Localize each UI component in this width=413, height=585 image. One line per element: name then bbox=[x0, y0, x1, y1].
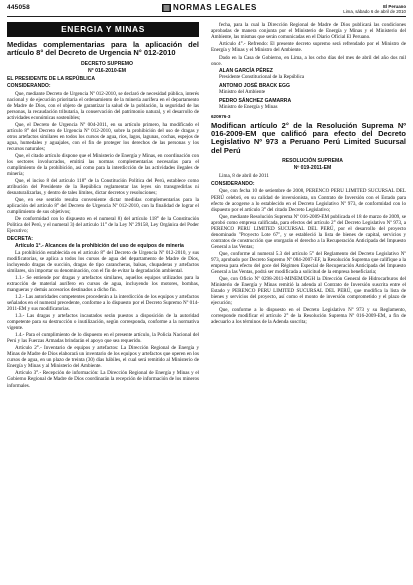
signatory-role: Presidente Constitucional de la República bbox=[219, 74, 305, 81]
resolution-number: Nº 019-2011-EM bbox=[293, 164, 332, 171]
paragraph: 1.1.- Se entiende por dragas y artefactos similares, aquellos equipos utilizados para la extracción de material aurífero en cursos de agua, incluyendo los motores, bombas, mangueras y demás accesorios destinados a dicho fin. bbox=[7, 275, 199, 294]
right-column bbox=[211, 22, 406, 326]
decree-label: DECRETO SUPREMO bbox=[81, 60, 133, 67]
paragraph: Que, con fecha 10 de setiembre de 2008, PERENCO PERU LIMITED SUCURSAL DEL PERÚ celebró, en su calidad de inversionista, un Contrato de Inversión con el Estado para efecto de acogerse a lo establecido en el Decreto Legislativo Nº 973, de conformidad con lo dispuesto por el artículo 3° del citado Decreto Legislativo; bbox=[211, 188, 406, 213]
resolution-date: Lima, 8 de abril de 2011 bbox=[219, 172, 269, 179]
legal-basis: De conformidad con lo dispuesto en el numeral 8) del artículo 118° de la Constitución Política del Perú, y el numeral 3) del artículo 11° de la Ley Nº 29158, Ley Orgánica del Poder Ejecutivo; bbox=[7, 216, 199, 235]
issue-date: Lima, sábado 6 de abril de 2010 bbox=[343, 9, 406, 14]
paragraph: Que, mediante Decreto de Urgencia Nº 012-2010, se declaró de necesidad pública, interés nacional y de ejecución prioritaria el ordenamiento de la minería aurífera en el departamento de Madre de Dios, con el objeto de garantizar la salud de la población, la seguridad de las personas, la recaudación tributaria, la conservación del patrimonio natural, y el desarrollo de actividades económicas sostenibles; bbox=[7, 90, 199, 121]
paragraph: Que, conforme al numeral 5.3 del artículo 5° del Reglamento del Decreto Legislativo Nº 973, aprobado por Decreto Supremo Nº 084-2007-EF, la Resolución Suprema que califique a la empresa para efecto del goce del Régimen Especial de Recuperación Anticipada del Impuesto General a las Ventas, podrá ser modificada a solicitud de la empresa beneficiaria; bbox=[211, 250, 406, 275]
brand-text: NORMAS LEGALES bbox=[173, 3, 257, 12]
page-header bbox=[7, 4, 406, 17]
article-heading: Artículo 1°.- Alcances de la prohibición del uso de equipos de minería bbox=[15, 243, 184, 250]
page-number: 445058 bbox=[7, 4, 30, 11]
article-title: Medidas complementarias para la aplicación del artículo 8° del Decreto de Urgencia N° 012-2010 bbox=[7, 40, 199, 58]
decree-number: N° 016-2010-EM bbox=[88, 67, 126, 74]
document-code: 620976-3 bbox=[211, 113, 231, 119]
newspaper-brand bbox=[162, 3, 257, 12]
paragraph: La prohibición establecida en el artículo 8° del Decreto de Urgencia Nº 012-2010, y sus modificatorias, se aplica a todos los cursos de agua del departamento de Madre de Dios, incluyendo dragas de succión, dragas de tipo carancheras, balsas, chupaderas y artefactos similares, sin importar su denominación, con el fin de evitar la degradación ambiental. bbox=[7, 250, 199, 275]
paragraph: Que, mediante Resolución Suprema Nº 016-2009-EM publicada el 18 de marzo de 2009, se aprobó como empresa calificada, para efectos del artículo 2° del Decreto Legislativo Nº 973, a PERENCO PERU LIMITED SUCURSAL DEL PERÚ, por el desarrollo del proyecto denominado "Proyecto Lote 67", y se estableció la lista de bienes de capital, servicios y contratos de construcción que otorgarán el derecho a la Recuperación Anticipada del Impuesto General a las Ventas; bbox=[211, 213, 406, 250]
resolution-label: RESOLUCIÓN SUPREMA bbox=[282, 157, 343, 164]
paragraph: 1.2.- Las autoridades competentes procederán a la interdicción de los equipos y artefactos señalados en el numeral precedente, conforme a lo dispuesto por el Decreto Supremo Nº 014-2011-EM y sus modificatorias. bbox=[7, 294, 199, 313]
closing-line: Dado en la Casa de Gobierno, en Lima, a los ocho días del mes de abril del año dos mil once. bbox=[211, 55, 406, 68]
signatory-role: Ministro del Ambiente bbox=[219, 88, 266, 95]
resolution-title: Modifican artículo 2° de la Resolución Suprema Nº 016-2009-EM que calificó para efecto del Decreto Legislativo Nº 973 a Peruano Perú Limited Sucursal del Perú bbox=[211, 120, 406, 155]
left-column bbox=[7, 22, 199, 389]
paragraph: 1.3.- Las dragas y artefactos incautados serán puestos a disposición de la autoridad competente para su destrucción o inutilización, según corresponda, conforme a la normativa vigente. bbox=[7, 313, 199, 332]
president-line: EL PRESIDENTE DE LA REPÚBLICA bbox=[7, 75, 96, 82]
paragraph: fecha, para la cual la Dirección Regional de Madre de Dios publicará las condiciones aprobadas de manera conjunta por el Ministerio de Energía y Minas y el Ministerio del Ambiente, las mismas que serán comunicadas en el Diario Oficial El Peruano. bbox=[211, 22, 406, 41]
paragraph: Que, conforme a lo dispuesto en el Decreto Legislativo Nº 973 y su Reglamento, corresponde modificar el artículo 2° de la Resolución Suprema Nº 016-2009-EM, a fin de adecuarlo a los términos de la Adenda suscrita; bbox=[211, 306, 406, 326]
paper-name: El Peruano bbox=[383, 4, 406, 9]
paragraph: 1.4.- Para el cumplimiento de lo dispuesto en el presente artículo, la Policía Nacional del Perú y las Fuerzas Armadas brindarán el apoyo que sea requerido. bbox=[7, 332, 199, 345]
header-date-block bbox=[343, 4, 406, 14]
paragraph: Que, el citado artículo dispone que el Ministerio de Energía y Minas, en coordinación con los sectores involucrados, emitirá las normas complementarias necesarias para el cumplimiento de la prohibición, así como para la interdicción de las actividades ilegales de minería; bbox=[7, 152, 199, 178]
considerando-heading: CONSIDERANDO: bbox=[211, 180, 255, 187]
paragraph: Artículo 2°.- Inventario de equipos y artefactos: La Dirección Regional de Energía y Minas de Madre de Dios elaborará un inventario de los equipos y artefactos que operen en los cursos de agua, en un plazo de treinta (30) días hábiles, el cual será remitido al Ministerio de Energía y Minas y al Ministerio del Ambiente. bbox=[7, 345, 199, 370]
signatory-role: Ministro de Energía y Minas bbox=[219, 103, 278, 110]
signatory-name: PEDRO SÁNCHEZ GAMARRA bbox=[219, 97, 292, 104]
paragraph: Que, con Oficio Nº 0298-2011-MINEM/DGH la Dirección General de Hidrocarburos del Ministerio de Energía y Minas remitió la adenda al Contrato de Inversión suscrita entre el Estado y PERENCO PERU LIMITED SUCURSAL DEL PERÚ, que modifica la lista de bienes y servicios del proyecto, así como el monto de inversión comprometido y el plazo de ejecución; bbox=[211, 275, 406, 306]
signature-block bbox=[219, 69, 406, 110]
paragraph: Que, el inciso 8 del artículo 118° de la Constitución Política del Perú, establece como atribución del Presidente de la República reglamentar las leyes sin transgredirlas ni desnaturalizarlas, y dentro de tales límites, dictar decretos y resoluciones; bbox=[7, 178, 199, 197]
paragraph: Artículo 3°.- Recepción de información: La Dirección Regional de Energía y Minas y el Gobierno Regional de Madre de Dios coordinarán la recepción de información de los mineros informales. bbox=[7, 370, 199, 389]
considerando-heading: CONSIDERANDO: bbox=[7, 83, 51, 90]
paragraph: Que, el Decreto de Urgencia Nº 004-2011, en su artículo primero, ha modificado el artículo 8° del Decreto de Urgencia Nº 012-2010, sobre la prohibición del uso de dragas y otros artefactos similares en todos los cursos de agua, ríos, lagos, lagunas, cochas, espejos de agua, humedales y aguajales, con el fin de proteger los derechos de las personas y los recursos naturales; bbox=[7, 121, 199, 152]
paragraph: Que, en ese sentido resulta conveniente dictar medidas complementarias para la aplicación del artículo 8° del Decreto de Urgencia Nº 012-2010, con la finalidad de lograr el cumplimiento de sus objetivos; bbox=[7, 197, 199, 216]
newspaper-logo-icon bbox=[162, 4, 171, 12]
section-header: ENERGIA Y MINAS bbox=[7, 22, 199, 37]
paragraph: Artículo 4°.- Refrendo: El presente decreto supremo será refrendado por el Ministro de Energía y Minas y el Ministro del Ambiente. bbox=[211, 41, 406, 54]
decreta-heading: DECRETA: bbox=[7, 235, 33, 242]
signatory-name: ANTONIO JOSÉ BRACK EGG bbox=[219, 83, 290, 90]
signatory-name: ALAN GARCÍA PÉREZ bbox=[219, 68, 273, 75]
